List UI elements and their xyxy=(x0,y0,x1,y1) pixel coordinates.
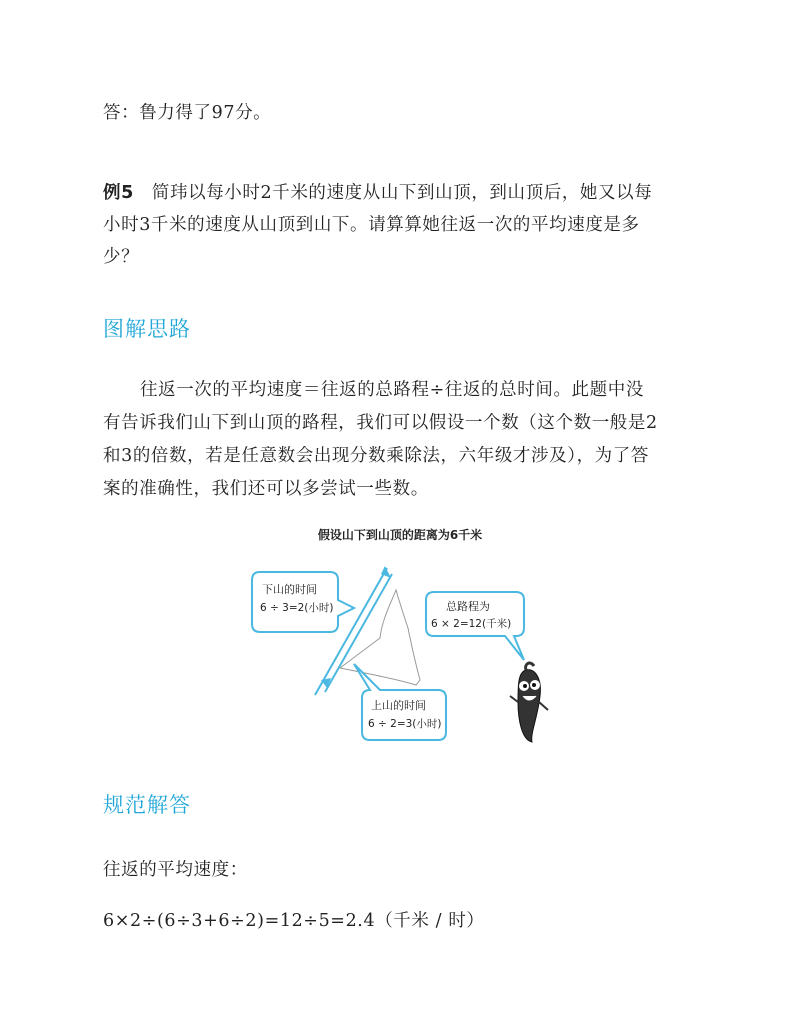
section-title-thinking: 图解思路 xyxy=(103,317,191,341)
example-line-2: 小时3千米的速度从山顶到山下。请算算她往返一次的平均速度是多 xyxy=(103,215,640,235)
example-line-3: 少？ xyxy=(103,247,140,267)
bubble-total-distance xyxy=(426,592,524,660)
explanation-line-1: 往返一次的平均速度＝往返的总路程÷往返的总时间。此题中没 xyxy=(140,380,644,400)
mountain-peak-icon xyxy=(340,590,420,685)
bubble-down-label: 下山的时间 xyxy=(262,583,317,596)
example-label: 例5 xyxy=(103,183,134,203)
bubble-down-time xyxy=(252,572,354,632)
bubble-total-formula: 6 × 2=12(千米) xyxy=(431,618,512,630)
bubble-up-label: 上山的时间 xyxy=(371,699,426,712)
explanation-line-3: 和3的倍数，若是任意数会出现分数乘除法，六年级才涉及），为了答 xyxy=(103,446,649,466)
figure-title: 假设山下到山顶的距离为6千米 xyxy=(317,528,483,542)
diagram-figure xyxy=(230,520,570,750)
cartoon-character-icon xyxy=(510,663,548,742)
example-line-1 xyxy=(103,180,652,206)
solution-line-1: 往返的平均速度： xyxy=(103,860,248,880)
bubble-up-time xyxy=(354,664,446,740)
explanation-line-2: 有告诉我们山下到山顶的路程，我们可以假设一个数（这个数一般是2 xyxy=(103,413,658,433)
previous-answer: 答：鲁力得了97分。 xyxy=(103,103,272,123)
bubble-up-formula: 6 ÷ 2=3(小时) xyxy=(368,718,442,730)
diagram-svg xyxy=(230,520,570,750)
bubble-total-label: 总路程为 xyxy=(446,600,490,613)
solution-line-2: 6×2÷(6÷3+6÷2)=12÷5=2.4（千米 / 时） xyxy=(103,911,485,931)
example-text-1: 简玮以每小时2千米的速度从山下到山顶，到山顶后，她又以每 xyxy=(151,183,653,203)
section-title-solution: 规范解答 xyxy=(103,793,191,817)
explanation-line-4: 案的准确性，我们还可以多尝试一些数。 xyxy=(103,479,429,499)
bubble-down-formula: 6 ÷ 3=2(小时) xyxy=(260,602,334,614)
